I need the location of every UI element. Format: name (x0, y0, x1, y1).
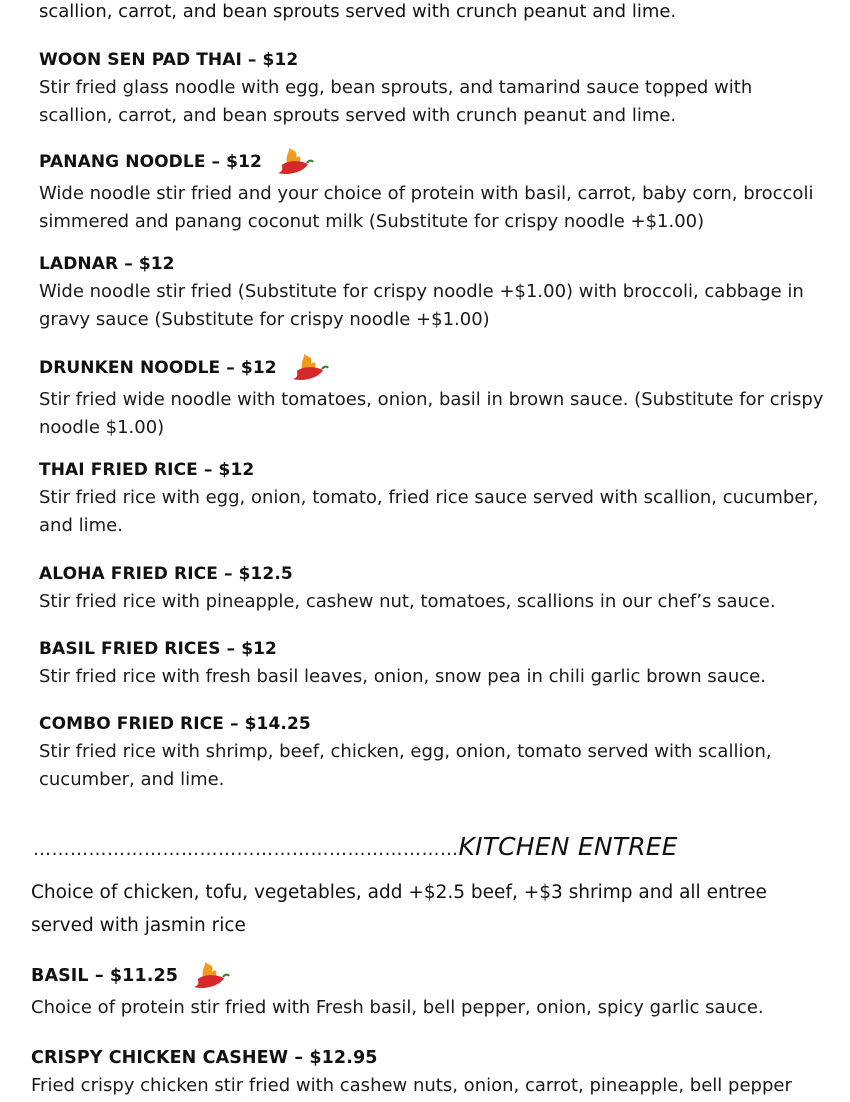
price-separator: – (288, 1048, 310, 1068)
menu-item (39, 252, 829, 334)
item-price: $14.25 (244, 714, 311, 734)
price-separator: – (217, 564, 239, 584)
menu-item (39, 48, 829, 130)
price-separator: – (118, 254, 139, 274)
menu-item (39, 637, 829, 691)
item-title (39, 637, 829, 661)
menu-item (39, 712, 829, 794)
item-description: Wide noodle stir fried (Substitute for crispy noodle +$1.00) with broccoli, cabbage in gravy sauce (Substitute for crispy noodle +$1.00) (39, 281, 804, 330)
menu-item (39, 458, 829, 540)
chili-pepper-icon (289, 352, 329, 384)
item-description: Stir fried rice with pineapple, cashew nut, tomatoes, scallions in our chef’s sauce. (39, 591, 776, 612)
item-name: THAI FRIED RICE (39, 460, 198, 480)
item-name: COMBO FRIED RICE (39, 714, 224, 734)
price-separator: – (241, 50, 263, 70)
item-description: Fried crispy chicken stir fried with cashew nuts, onion, carrot, pineapple, bell pepper (31, 1075, 792, 1096)
item-name: BASIL (31, 966, 89, 986)
item-price: $12 (138, 254, 175, 274)
item-description: Stir fried rice with fresh basil leaves, onion, snow pea in chili garlic brown sauce. (39, 666, 766, 687)
item-name: BASIL FRIED RICES (39, 639, 221, 659)
item-price: $12 (218, 460, 255, 480)
section-title: KITCHEN ENTREE (458, 832, 678, 861)
section-header (33, 832, 823, 866)
menu-item (39, 352, 829, 442)
item-title (39, 712, 829, 736)
item-title (31, 960, 821, 992)
item-description: Choice of protein stir fried with Fresh basil, bell pepper, onion, spicy garlic sauce. (31, 997, 764, 1018)
menu-item (31, 1046, 821, 1100)
item-price: $12 (262, 50, 299, 70)
price-separator: – (88, 966, 110, 986)
price-separator: – (197, 460, 219, 480)
item-title (39, 252, 829, 276)
item-name: DRUNKEN NOODLE (39, 358, 221, 378)
item-title (39, 352, 829, 384)
chili-pepper-icon (274, 146, 314, 178)
item-name: ALOHA FRIED RICE (39, 564, 218, 584)
item-description: Stir fried rice with shrimp, beef, chicken, egg, onion, tomato served with scallion, cucumber, and lime. (39, 741, 772, 790)
item-price: $12.5 (238, 564, 293, 584)
section-note: Choice of chicken, tofu, vegetables, add +$2.5 beef, +$3 shrimp and all entree served with jasmin rice (31, 882, 767, 936)
price-separator: – (220, 358, 241, 378)
item-price: $12.95 (309, 1048, 378, 1068)
item-price: $12 (226, 152, 262, 172)
continued-description: scallion, carrot, and bean sprouts served with crunch peanut and lime. (39, 1, 677, 22)
item-price: $12 (240, 358, 277, 378)
item-title (39, 458, 829, 482)
menu-item (39, 146, 829, 236)
item-name: PANANG NOODLE (39, 152, 206, 172)
item-description: Stir fried wide noodle with tomatoes, onion, basil in brown sauce. (Substitute for crispy noodle $1.00) (39, 389, 824, 438)
item-name: WOON SEN PAD THAI (39, 50, 242, 70)
item-title (39, 562, 829, 586)
item-price: $12 (241, 639, 277, 659)
price-separator: – (223, 714, 245, 734)
item-description: Stir fried glass noodle with egg, bean sprouts, and tamarind sauce topped with scallion, carrot, and bean sprouts served with crunch peanut and lime. (39, 77, 753, 126)
item-description: Wide noodle stir fried and your choice of protein with basil, carrot, baby corn, broccoli simmered and panang coconut milk (Substitute for crispy noodle +$1.00) (39, 183, 814, 232)
price-separator: – (220, 639, 242, 659)
item-description: Stir fried rice with egg, onion, tomato, fried rice sauce served with scallion, cucumber, and lime. (39, 487, 819, 536)
item-name: LADNAR (39, 254, 119, 274)
menu-item (31, 960, 821, 1022)
item-title (31, 1046, 821, 1070)
chili-pepper-icon (190, 960, 230, 992)
section-dot-leader: …………………………………………………………… (33, 839, 459, 860)
item-title (39, 146, 829, 178)
price-separator: – (205, 152, 227, 172)
item-price: $11.25 (109, 966, 179, 986)
item-name: CRISPY CHICKEN CASHEW (31, 1048, 289, 1068)
menu-item (39, 562, 829, 616)
item-title (39, 48, 829, 72)
